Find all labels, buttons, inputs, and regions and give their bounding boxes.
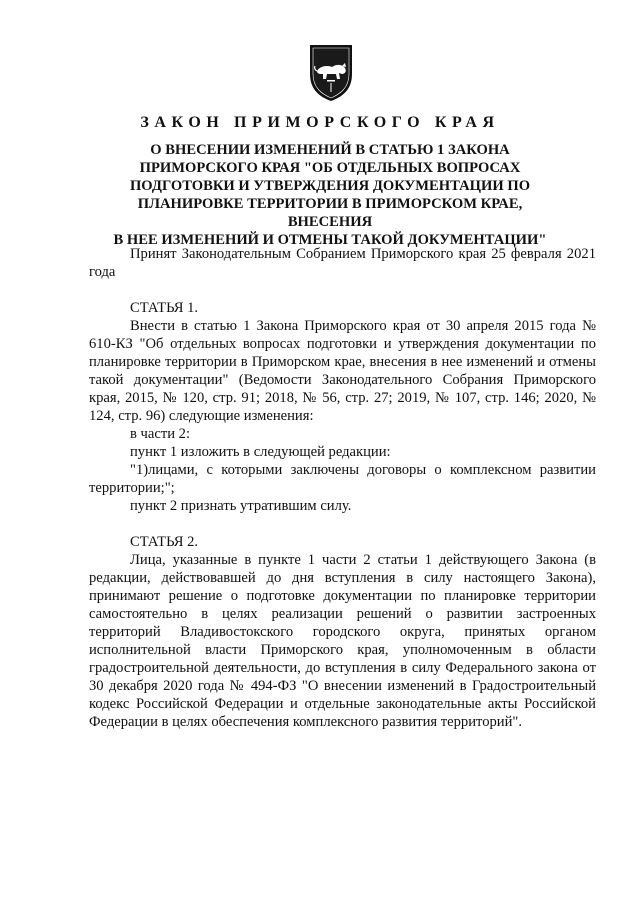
subject-line: О ВНЕСЕНИИ ИЗМЕНЕНИЙ В СТАТЬЮ 1 ЗАКОНА	[150, 142, 510, 158]
document-body	[89, 245, 596, 731]
subject-line: ПЛАНИРОВКЕ ТЕРРИТОРИИ В ПРИМОРСКОМ КРАЕ, ВНЕСЕНИЯ	[137, 196, 523, 230]
law-title: ЗАКОН ПРИМОРСКОГО КРАЯ	[140, 114, 500, 131]
article-2-text: Лица, указанные в пункте 1 части 2 статьи 1 действующего Закона (в редакции, действовавшей до дня вступления в силу настоящего Закона), принимают решение о подготовке документации по планировке территории самостоятельно в целях реализации решений о развитии застроенных территорий Владивостокского городского округа, принятых органом исполнительной власти Приморского края, уполномоченным в области градостроительной деятельности, до вступления в силу Федерального закона от 30 декабря 2020 года № 494-ФЗ "О внесении изменений в Градостроительный кодекс Российской Федерации и отдельные законодательные акты Российской Федерации в целях обеспечения комплексного развития территорий".	[89, 552, 596, 730]
article-1-part: в части 2:	[130, 426, 191, 442]
law-subject	[96, 141, 564, 249]
article-1-heading: СТАТЬЯ 1.	[130, 300, 199, 316]
article-1-intro: Внести в статью 1 Закона Приморского края от 30 апреля 2015 года № 610-КЗ "Об отдельных вопросах подготовки и утверждения документации по планировке территории в Приморском крае, внесения в нее изменений и отмены такой документации" (Ведомости Законодательного Собрания Приморского края, 2015, № 120, стр. 91; 2018, № 56, стр. 27; 2019, № 107, стр. 146; 2020, № 124, стр. 96) следующие изменения:	[89, 318, 596, 424]
subject-line: ПОДГОТОВКИ И УТВЕРЖДЕНИЯ ДОКУМЕНТАЦИИ ПО	[129, 178, 531, 194]
article-1-item-1: пункт 1 изложить в следующей редакции:	[130, 444, 391, 460]
coat-of-arms-icon	[306, 44, 356, 102]
subject-line: ПРИМОРСКОГО КРАЯ "ОБ ОТДЕЛЬНЫХ ВОПРОСАХ	[139, 160, 521, 176]
adoption-note: Принят Законодательным Собранием Приморского края 25 февраля 2021 года	[89, 246, 596, 280]
article-2-heading: СТАТЬЯ 2.	[130, 534, 199, 550]
subject-line: В НЕЕ ИЗМЕНЕНИЙ И ОТМЕНЫ ТАКОЙ ДОКУМЕНТАЦИИ"	[113, 232, 547, 248]
article-1-item-1-text: "1)лицами, с которыми заключены договоры о комплексном развитии территории;";	[89, 462, 596, 496]
article-1-item-2: пункт 2 признать утратившим силу.	[130, 498, 352, 514]
